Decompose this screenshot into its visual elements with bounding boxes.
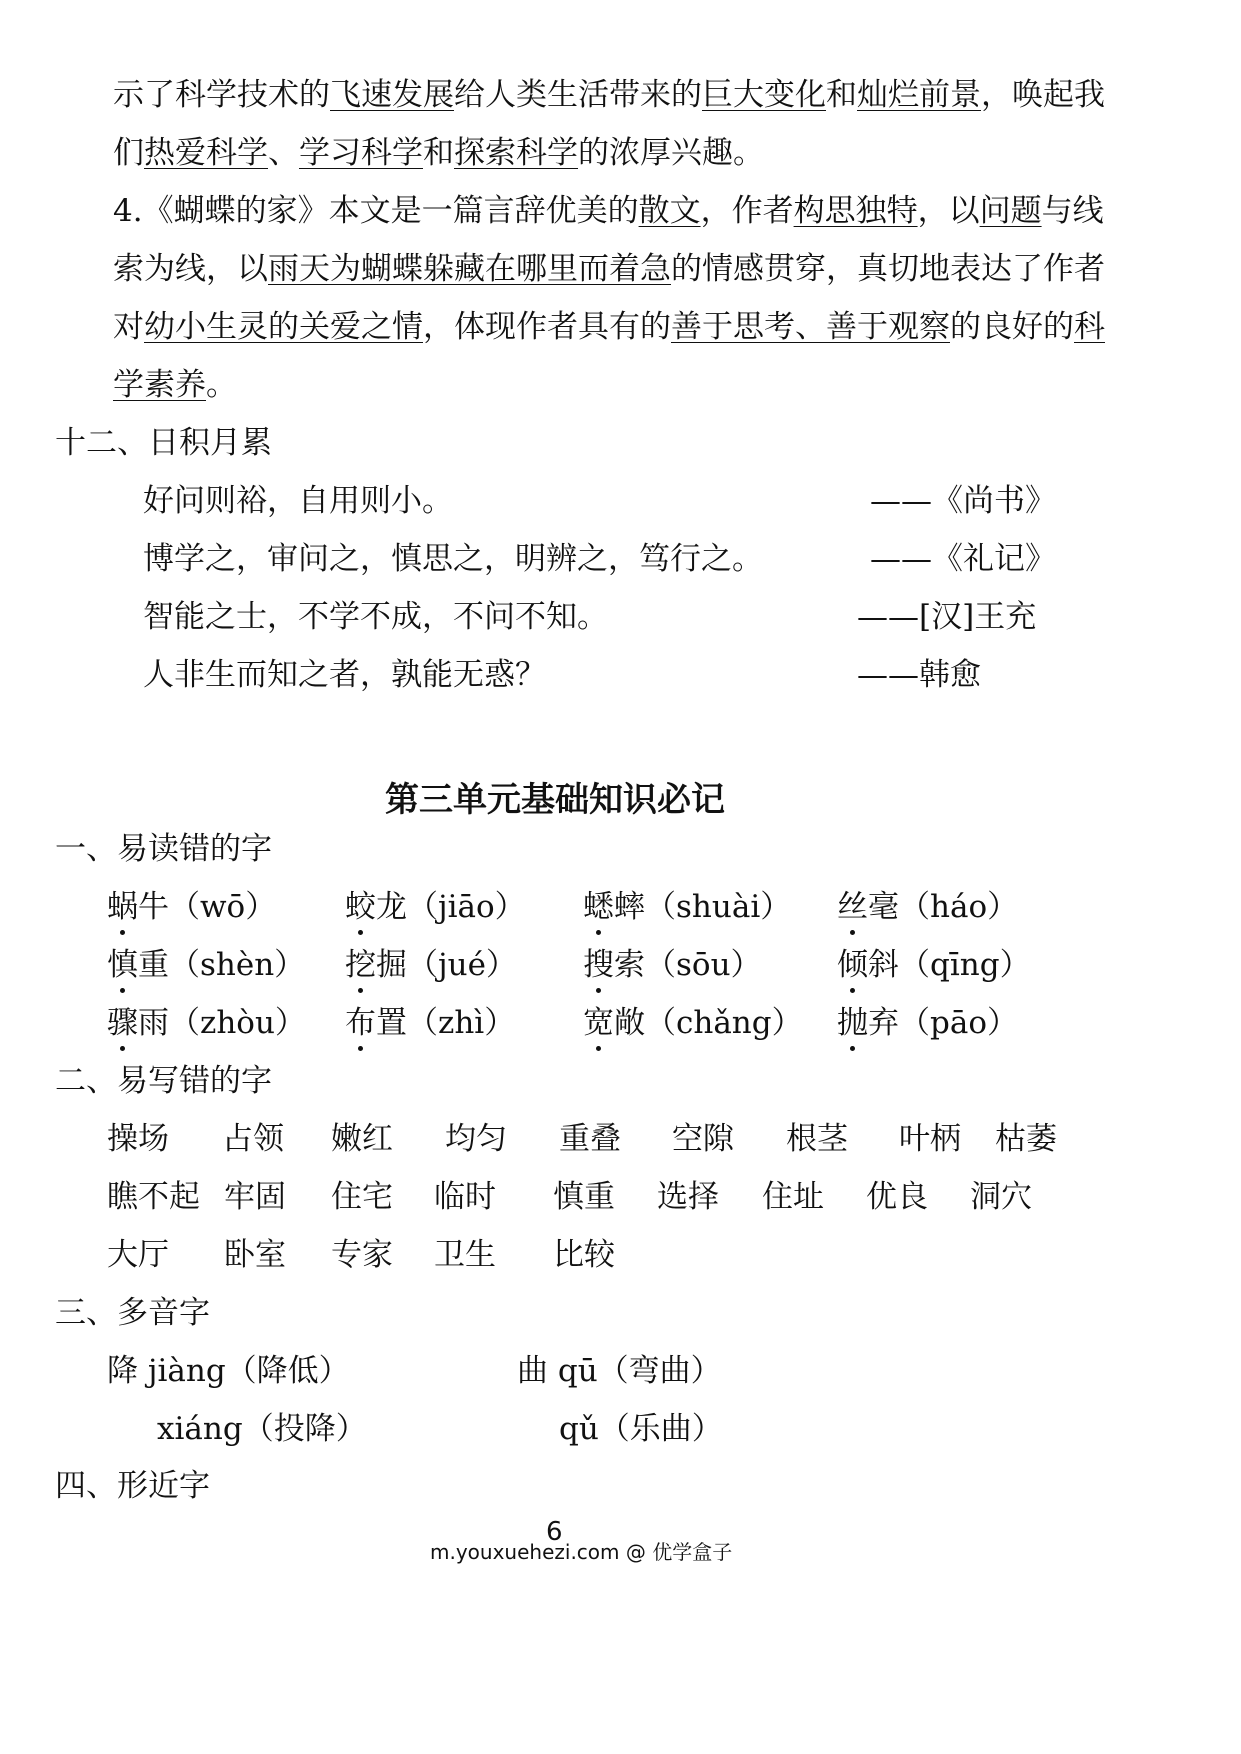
- section-title-12: 十二、日积月累: [55, 425, 272, 461]
- marked-char: 蛟: [345, 889, 376, 925]
- footer-site: m.youxuehezi.com @ 优学盒子: [430, 1540, 733, 1564]
- misread-word: 蛟龙（jiāo）: [345, 889, 526, 925]
- quote-text: 智能之士，不学不成，不问不知。: [143, 599, 608, 635]
- polyphone-entry: 曲 qū（弯曲）: [517, 1353, 722, 1389]
- misread-word: 挖掘（jué）: [345, 947, 517, 983]
- section-title-4: 四、形近字: [55, 1468, 210, 1504]
- marked-char: 骤: [107, 1005, 138, 1041]
- key-phrase: 灿烂前景: [857, 77, 981, 113]
- misread-word: 布置（zhì）: [345, 1005, 516, 1041]
- pinyin: （zhì）: [407, 1005, 516, 1041]
- key-phrase: 学素养: [113, 367, 206, 403]
- miswritten-word: 洞穴: [970, 1179, 1032, 1215]
- marked-char: 蟋: [583, 889, 614, 925]
- pinyin: （shuài）: [645, 889, 792, 925]
- marked-char: 布: [345, 1005, 376, 1041]
- miswritten-word: 大厅: [107, 1237, 169, 1273]
- miswritten-word: 瞧不起: [107, 1179, 200, 1215]
- misread-word: 倾斜（qīng）: [837, 947, 1031, 983]
- quote-text: 人非生而知之者，孰能无惑？: [143, 657, 546, 693]
- pinyin: （háo）: [899, 889, 1019, 925]
- para4-line4: 学素养。: [113, 367, 237, 403]
- miswritten-word: 根茎: [786, 1121, 848, 1157]
- misread-word: 慎重（shèn）: [107, 947, 306, 983]
- polyphone-entry: xiáng（投降）: [157, 1411, 367, 1447]
- quote-source: ——韩愈: [857, 657, 981, 693]
- key-phrase: 探索科学: [454, 135, 578, 171]
- misread-word: 蟋蟀（shuài）: [583, 889, 792, 925]
- miswritten-word: 比较: [553, 1237, 615, 1273]
- para4-line1: 4.《蝴蝶的家》本文是一篇言辞优美的散文，作者构思独特，以问题与线: [113, 193, 1104, 229]
- page-number: 6: [546, 1517, 563, 1547]
- miswritten-word: 住宅: [331, 1179, 393, 1215]
- marked-char: 抛: [837, 1005, 868, 1041]
- miswritten-word: 操场: [107, 1121, 169, 1157]
- key-phrase: 善于思考、善于观察: [671, 309, 950, 345]
- key-phrase: 问题: [979, 193, 1042, 229]
- pinyin: （pāo）: [899, 1005, 1018, 1041]
- miswritten-word: 空隙: [672, 1121, 734, 1157]
- pinyin: （chǎng）: [645, 1005, 803, 1041]
- miswritten-word: 卫生: [434, 1237, 496, 1273]
- polyphone-entry: qǔ（乐曲）: [559, 1411, 723, 1447]
- marked-char: 蜗: [107, 889, 138, 925]
- pinyin: （wō）: [169, 889, 277, 925]
- misread-word: 骤雨（zhòu）: [107, 1005, 306, 1041]
- misread-word: 丝毫（háo）: [837, 889, 1019, 925]
- marked-char: 倾: [837, 947, 868, 983]
- marked-char: 慎: [107, 947, 138, 983]
- section-title-1: 一、易读错的字: [55, 831, 272, 867]
- polyphone-entry: 降 jiàng（降低）: [107, 1353, 350, 1389]
- miswritten-word: 嫩红: [331, 1121, 393, 1157]
- quote-source: ——《尚书》: [870, 483, 1056, 519]
- quote-source: ——[汉]王充: [857, 599, 1037, 635]
- misread-word: 蜗牛（wō）: [107, 889, 277, 925]
- miswritten-word: 重叠: [559, 1121, 621, 1157]
- miswritten-word: 牢固: [224, 1179, 286, 1215]
- pinyin: （zhòu）: [169, 1005, 306, 1041]
- para4-line2: 索为线，以雨天为蝴蝶躲藏在哪里而着急的情感贯穿，真切地表达了作者: [113, 251, 1105, 287]
- miswritten-word: 选择: [657, 1179, 719, 1215]
- key-phrase: 散文: [638, 193, 701, 229]
- key-phrase: 热爱科学: [144, 135, 268, 171]
- key-phrase: 构思独特: [793, 193, 918, 229]
- para4-line3: 对幼小生灵的关爱之情，体现作者具有的善于思考、善于观察的良好的科: [113, 309, 1105, 345]
- key-phrase: 科: [1074, 309, 1105, 345]
- miswritten-word: 卧室: [224, 1237, 286, 1273]
- para3-line1: 示了科学技术的飞速发展给人类生活带来的巨大变化和灿烂前景，唤起我: [113, 77, 1105, 113]
- key-phrase: 学习科学: [299, 135, 423, 171]
- misread-word: 抛弃（pāo）: [837, 1005, 1018, 1041]
- miswritten-word: 慎重: [553, 1179, 615, 1215]
- miswritten-word: 叶柄: [899, 1121, 961, 1157]
- key-phrase: 巨大变化: [702, 77, 826, 113]
- marked-char: 宽: [583, 1005, 614, 1041]
- pinyin: （jiāo）: [407, 889, 526, 925]
- miswritten-word: 占领: [222, 1121, 284, 1157]
- quote-source: ——《礼记》: [870, 541, 1056, 577]
- unit-heading: 第三单元基础知识必记: [385, 780, 725, 820]
- quote-text: 好问则裕，自用则小。: [143, 483, 453, 519]
- key-phrase: 幼小生灵的关爱之情: [144, 309, 423, 345]
- section-title-2: 二、易写错的字: [55, 1063, 272, 1099]
- key-phrase: 雨天为蝴蝶躲藏在哪里而着急: [268, 251, 671, 287]
- miswritten-word: 优良: [866, 1179, 928, 1215]
- key-phrase: 飞速发展: [330, 77, 454, 113]
- misread-word: 搜索（sōu）: [583, 947, 762, 983]
- pinyin: （sōu）: [645, 947, 762, 983]
- marked-char: 挖: [345, 947, 376, 983]
- section-title-3: 三、多音字: [55, 1295, 210, 1331]
- quote-text: 博学之，审问之，慎思之，明辨之，笃行之。: [143, 541, 763, 577]
- pinyin: （jué）: [407, 947, 517, 983]
- miswritten-word: 专家: [331, 1237, 393, 1273]
- miswritten-word: 临时: [434, 1179, 496, 1215]
- pinyin: （qīng）: [899, 947, 1031, 983]
- misread-word: 宽敞（chǎng）: [583, 1005, 803, 1041]
- miswritten-word: 枯萎: [995, 1121, 1057, 1157]
- miswritten-word: 住址: [762, 1179, 824, 1215]
- para3-line2: 们热爱科学、学习科学和探索科学的浓厚兴趣。: [113, 135, 764, 171]
- pinyin: （shèn）: [169, 947, 306, 983]
- marked-char: 搜: [583, 947, 614, 983]
- miswritten-word: 均匀: [445, 1121, 507, 1157]
- marked-char: 丝: [837, 889, 868, 925]
